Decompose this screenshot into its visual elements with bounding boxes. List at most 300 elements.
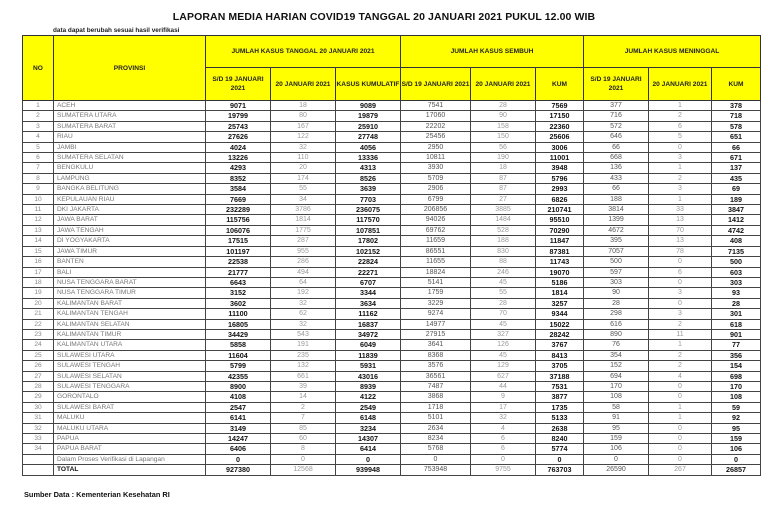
row-no-cell: 18 xyxy=(23,277,54,287)
sembuh-sd-cell: 94026 xyxy=(401,215,471,225)
sembuh-today-cell: 45 xyxy=(471,350,536,360)
meninggal-kum-cell: 500 xyxy=(712,257,761,267)
kasus-sd-cell: 4293 xyxy=(206,163,271,173)
sembuh-today-cell: 4 xyxy=(471,423,536,433)
row-no-cell: 29 xyxy=(23,392,54,402)
table-row xyxy=(23,225,761,235)
header-group-sembuh: JUMLAH KASUS SEMBUH xyxy=(401,36,584,68)
row-no-cell: 11 xyxy=(23,205,54,215)
table-row xyxy=(23,288,761,298)
kasus-kum-cell: 6707 xyxy=(336,277,401,287)
meninggal-kum-cell: 671 xyxy=(712,153,761,163)
meninggal-today-cell: 13 xyxy=(649,215,712,225)
row-no-cell: 30 xyxy=(23,402,54,412)
sembuh-today-cell: 28 xyxy=(471,101,536,111)
kasus-kum-cell: 22824 xyxy=(336,257,401,267)
table-row xyxy=(23,132,761,142)
kasus-kum-cell: 11839 xyxy=(336,350,401,360)
kasus-today-cell: 39 xyxy=(271,381,336,391)
meninggal-today-cell: 0 xyxy=(649,392,712,402)
row-no-cell: 3 xyxy=(23,121,54,131)
table-row xyxy=(23,163,761,173)
sembuh-today-cell: 129 xyxy=(471,361,536,371)
meninggal-sd-cell: 298 xyxy=(584,309,649,319)
kasus-kum-cell: 27748 xyxy=(336,132,401,142)
row-no-cell: 12 xyxy=(23,215,54,225)
sembuh-today-cell: 90 xyxy=(471,111,536,121)
kasus-sd-cell: 9071 xyxy=(206,101,271,111)
row-no-cell: 21 xyxy=(23,309,54,319)
kasus-today-cell: 132 xyxy=(271,361,336,371)
row-provinsi-cell: MALUKU UTARA xyxy=(54,423,206,433)
meninggal-today-cell: 0 xyxy=(649,277,712,287)
meninggal-sd-cell: 694 xyxy=(584,371,649,381)
kasus-sd-cell: 7669 xyxy=(206,194,271,204)
sembuh-kum-cell: 2638 xyxy=(536,423,584,433)
kasus-sd-cell: 6141 xyxy=(206,413,271,423)
sembuh-today-cell: 32 xyxy=(471,413,536,423)
row-no-cell: 13 xyxy=(23,225,54,235)
row-no-cell: 27 xyxy=(23,371,54,381)
kasus-today-cell: 80 xyxy=(271,111,336,121)
row-no-cell: 32 xyxy=(23,423,54,433)
kasus-kum-cell: 107851 xyxy=(336,225,401,235)
kasus-sd-cell: 8900 xyxy=(206,381,271,391)
row-no-cell: 10 xyxy=(23,194,54,204)
meninggal-today-cell: 2 xyxy=(649,361,712,371)
header-group-kasus: JUMLAH KASUS TANGGAL 20 JANUARI 2021 xyxy=(206,36,401,68)
meninggal-sd-cell: 716 xyxy=(584,111,649,121)
kasus-today-cell: 192 xyxy=(271,288,336,298)
table-row xyxy=(23,434,761,444)
sembuh-today-cell: 126 xyxy=(471,340,536,350)
kasus-sd-cell: 101197 xyxy=(206,246,271,256)
kasus-today-cell: 60 xyxy=(271,434,336,444)
row-no-cell: 33 xyxy=(23,434,54,444)
sembuh-kum-cell: 9344 xyxy=(536,309,584,319)
sembuh-sd-cell: 22202 xyxy=(401,121,471,131)
kasus-sd-cell: 6643 xyxy=(206,277,271,287)
table-row xyxy=(23,298,761,308)
meninggal-kum-cell: 154 xyxy=(712,361,761,371)
table-row xyxy=(23,423,761,433)
sembuh-today-cell: 18 xyxy=(471,163,536,173)
table-row xyxy=(23,371,761,381)
meninggal-today-cell: 1 xyxy=(649,194,712,204)
sembuh-kum-cell: 210741 xyxy=(536,205,584,215)
table-row xyxy=(23,402,761,412)
sembuh-today-cell: 28 xyxy=(471,298,536,308)
sembuh-sd-cell: 5141 xyxy=(401,277,471,287)
row-provinsi-cell: Dalam Proses Verifikasi di Lapangan xyxy=(54,454,206,464)
sembuh-sd-cell: 3641 xyxy=(401,340,471,350)
kasus-kum-cell: 6049 xyxy=(336,340,401,350)
row-provinsi-cell: NUSA TENGGARA BARAT xyxy=(54,277,206,287)
sembuh-kum-cell: 11743 xyxy=(536,257,584,267)
row-no-cell: 7 xyxy=(23,163,54,173)
sembuh-kum-cell: 3257 xyxy=(536,298,584,308)
kasus-kum-cell: 3234 xyxy=(336,423,401,433)
meninggal-kum-cell: 69 xyxy=(712,184,761,194)
meninggal-kum-cell: 698 xyxy=(712,371,761,381)
sembuh-kum-cell: 2993 xyxy=(536,184,584,194)
sembuh-today-cell: 327 xyxy=(471,329,536,339)
kasus-today-cell: 18 xyxy=(271,101,336,111)
sembuh-sd-cell: 11659 xyxy=(401,236,471,246)
meninggal-kum-cell: 7135 xyxy=(712,246,761,256)
kasus-today-cell: 174 xyxy=(271,173,336,183)
sembuh-kum-cell: 25606 xyxy=(536,132,584,142)
header-provinsi: PROVINSI xyxy=(54,36,206,101)
sembuh-sd-cell: 27915 xyxy=(401,329,471,339)
sembuh-sd-cell: 3930 xyxy=(401,163,471,173)
row-no-cell: 24 xyxy=(23,340,54,350)
meninggal-sd-cell: 95 xyxy=(584,423,649,433)
table-row xyxy=(23,101,761,111)
sembuh-today-cell: 150 xyxy=(471,132,536,142)
kasus-today-cell: 64 xyxy=(271,277,336,287)
meninggal-today-cell: 13 xyxy=(649,236,712,246)
meninggal-kum-cell: 618 xyxy=(712,319,761,329)
row-provinsi-cell: RIAU xyxy=(54,132,206,142)
table-row xyxy=(23,205,761,215)
kasus-today-cell: 62 xyxy=(271,309,336,319)
sembuh-sd-cell: 3229 xyxy=(401,298,471,308)
sembuh-kum-cell: 7569 xyxy=(536,101,584,111)
source-note: Sumber Data : Kementerian Kesehatan RI xyxy=(24,490,170,499)
covid-data-table xyxy=(22,35,761,476)
kasus-sd-cell: 42355 xyxy=(206,371,271,381)
meninggal-today-cell: 0 xyxy=(649,381,712,391)
sembuh-kum-cell: 6826 xyxy=(536,194,584,204)
table-row xyxy=(23,350,761,360)
kasus-sd-cell: 14247 xyxy=(206,434,271,444)
header-meninggal-today: 20 JANUARI 2021 xyxy=(649,68,712,101)
sembuh-sd-cell: 25456 xyxy=(401,132,471,142)
table-row xyxy=(23,413,761,423)
sembuh-sd-cell: 206856 xyxy=(401,205,471,215)
meninggal-kum-cell: 26857 xyxy=(712,465,761,475)
meninggal-sd-cell: 433 xyxy=(584,173,649,183)
meninggal-sd-cell: 106 xyxy=(584,444,649,454)
table-row xyxy=(23,340,761,350)
kasus-sd-cell: 106076 xyxy=(206,225,271,235)
meninggal-kum-cell: 435 xyxy=(712,173,761,183)
meninggal-kum-cell: 651 xyxy=(712,132,761,142)
meninggal-today-cell: 1 xyxy=(649,340,712,350)
header-no: NO xyxy=(23,36,54,101)
meninggal-today-cell: 1 xyxy=(649,101,712,111)
kasus-today-cell: 1814 xyxy=(271,215,336,225)
meninggal-today-cell: 3 xyxy=(649,184,712,194)
sembuh-sd-cell: 7541 xyxy=(401,101,471,111)
meninggal-sd-cell: 0 xyxy=(584,454,649,464)
meninggal-sd-cell: 3814 xyxy=(584,205,649,215)
sembuh-sd-cell: 5101 xyxy=(401,413,471,423)
row-no-cell: 1 xyxy=(23,101,54,111)
sembuh-sd-cell: 5709 xyxy=(401,173,471,183)
table-row xyxy=(23,444,761,454)
sembuh-kum-cell: 3006 xyxy=(536,142,584,152)
sembuh-kum-cell: 8240 xyxy=(536,434,584,444)
kasus-kum-cell: 9089 xyxy=(336,101,401,111)
sembuh-kum-cell: 28242 xyxy=(536,329,584,339)
meninggal-sd-cell: 170 xyxy=(584,381,649,391)
sembuh-sd-cell: 9274 xyxy=(401,309,471,319)
meninggal-sd-cell: 1399 xyxy=(584,215,649,225)
meninggal-sd-cell: 303 xyxy=(584,277,649,287)
kasus-sd-cell: 3602 xyxy=(206,298,271,308)
meninggal-kum-cell: 93 xyxy=(712,288,761,298)
kasus-sd-cell: 11604 xyxy=(206,350,271,360)
meninggal-kum-cell: 95 xyxy=(712,423,761,433)
sembuh-kum-cell: 8413 xyxy=(536,350,584,360)
meninggal-sd-cell: 668 xyxy=(584,153,649,163)
kasus-kum-cell: 102152 xyxy=(336,246,401,256)
meninggal-sd-cell: 26590 xyxy=(584,465,649,475)
kasus-today-cell: 955 xyxy=(271,246,336,256)
sembuh-kum-cell: 15022 xyxy=(536,319,584,329)
kasus-today-cell: 2 xyxy=(271,402,336,412)
meninggal-sd-cell: 28 xyxy=(584,298,649,308)
meninggal-today-cell: 70 xyxy=(649,225,712,235)
row-provinsi-cell: BALI xyxy=(54,267,206,277)
kasus-sd-cell: 19799 xyxy=(206,111,271,121)
row-provinsi-cell: DKI JAKARTA xyxy=(54,205,206,215)
meninggal-today-cell: 3 xyxy=(649,309,712,319)
sembuh-kum-cell: 3767 xyxy=(536,340,584,350)
meninggal-today-cell: 0 xyxy=(649,454,712,464)
kasus-today-cell: 55 xyxy=(271,184,336,194)
kasus-sd-cell: 13226 xyxy=(206,153,271,163)
row-no-cell: 23 xyxy=(23,329,54,339)
row-provinsi-cell: JAWA TIMUR xyxy=(54,246,206,256)
row-no-cell: 15 xyxy=(23,246,54,256)
kasus-sd-cell: 34429 xyxy=(206,329,271,339)
meninggal-kum-cell: 189 xyxy=(712,194,761,204)
row-provinsi-cell: ACEH xyxy=(54,101,206,111)
table-body xyxy=(23,101,761,476)
sembuh-kum-cell: 1735 xyxy=(536,402,584,412)
table-row xyxy=(23,267,761,277)
row-no-cell xyxy=(23,465,54,475)
sembuh-kum-cell: 5796 xyxy=(536,173,584,183)
meninggal-kum-cell: 378 xyxy=(712,101,761,111)
sembuh-today-cell: 27 xyxy=(471,194,536,204)
kasus-sd-cell: 25743 xyxy=(206,121,271,131)
sembuh-kum-cell: 3948 xyxy=(536,163,584,173)
sembuh-sd-cell: 7487 xyxy=(401,381,471,391)
sembuh-sd-cell: 2634 xyxy=(401,423,471,433)
row-no-cell: 8 xyxy=(23,173,54,183)
row-no-cell: 16 xyxy=(23,257,54,267)
kasus-kum-cell: 4056 xyxy=(336,142,401,152)
kasus-sd-cell: 232289 xyxy=(206,205,271,215)
meninggal-today-cell: 78 xyxy=(649,246,712,256)
row-no-cell: 4 xyxy=(23,132,54,142)
sembuh-sd-cell: 2906 xyxy=(401,184,471,194)
sembuh-sd-cell: 36561 xyxy=(401,371,471,381)
meninggal-kum-cell: 603 xyxy=(712,267,761,277)
kasus-kum-cell: 0 xyxy=(336,454,401,464)
meninggal-kum-cell: 159 xyxy=(712,434,761,444)
kasus-today-cell: 661 xyxy=(271,371,336,381)
row-no-cell: 22 xyxy=(23,319,54,329)
row-no-cell: 5 xyxy=(23,142,54,152)
header-kasus-kum: KASUS KUMULATIF xyxy=(336,68,401,101)
row-provinsi-cell: SULAWESI SELATAN xyxy=(54,371,206,381)
sembuh-sd-cell: 5768 xyxy=(401,444,471,454)
meninggal-today-cell: 11 xyxy=(649,329,712,339)
meninggal-sd-cell: 90 xyxy=(584,288,649,298)
sembuh-today-cell: 0 xyxy=(471,454,536,464)
sembuh-kum-cell: 17150 xyxy=(536,111,584,121)
row-provinsi-cell: SULAWESI BARAT xyxy=(54,402,206,412)
kasus-sd-cell: 27626 xyxy=(206,132,271,142)
row-provinsi-cell: JAWA TENGAH xyxy=(54,225,206,235)
kasus-kum-cell: 4122 xyxy=(336,392,401,402)
sembuh-today-cell: 56 xyxy=(471,142,536,152)
sembuh-sd-cell: 2950 xyxy=(401,142,471,152)
meninggal-kum-cell: 108 xyxy=(712,392,761,402)
table-row xyxy=(23,257,761,267)
kasus-today-cell: 110 xyxy=(271,153,336,163)
meninggal-sd-cell: 616 xyxy=(584,319,649,329)
kasus-today-cell: 543 xyxy=(271,329,336,339)
meninggal-sd-cell: 58 xyxy=(584,402,649,412)
row-no-cell: 19 xyxy=(23,288,54,298)
verification-note: data dapat berubah sesuai hasil verifikasi xyxy=(53,27,180,34)
kasus-sd-cell: 4024 xyxy=(206,142,271,152)
kasus-today-cell: 494 xyxy=(271,267,336,277)
kasus-kum-cell: 34972 xyxy=(336,329,401,339)
meninggal-today-cell: 1 xyxy=(649,402,712,412)
kasus-today-cell: 85 xyxy=(271,423,336,433)
meninggal-kum-cell: 106 xyxy=(712,444,761,454)
kasus-today-cell: 3786 xyxy=(271,205,336,215)
sembuh-today-cell: 188 xyxy=(471,236,536,246)
kasus-kum-cell: 17802 xyxy=(336,236,401,246)
sembuh-today-cell: 6 xyxy=(471,444,536,454)
kasus-today-cell: 20 xyxy=(271,163,336,173)
row-provinsi-cell: BENGKULU xyxy=(54,163,206,173)
kasus-kum-cell: 6414 xyxy=(336,444,401,454)
row-provinsi-cell: KALIMANTAN SELATAN xyxy=(54,319,206,329)
row-provinsi-cell: SUMATERA UTARA xyxy=(54,111,206,121)
kasus-sd-cell: 17515 xyxy=(206,236,271,246)
meninggal-kum-cell: 59 xyxy=(712,402,761,412)
kasus-sd-cell: 11100 xyxy=(206,309,271,319)
row-provinsi-cell: LAMPUNG xyxy=(54,173,206,183)
meninggal-today-cell: 0 xyxy=(649,142,712,152)
kasus-kum-cell: 236075 xyxy=(336,205,401,215)
header-kasus-sd: S/D 19 JANUARI 2021 xyxy=(206,68,271,101)
kasus-kum-cell: 25910 xyxy=(336,121,401,131)
meninggal-kum-cell: 170 xyxy=(712,381,761,391)
kasus-today-cell: 287 xyxy=(271,236,336,246)
meninggal-today-cell: 3 xyxy=(649,153,712,163)
sembuh-today-cell: 87 xyxy=(471,173,536,183)
meninggal-sd-cell: 377 xyxy=(584,101,649,111)
sembuh-kum-cell: 3705 xyxy=(536,361,584,371)
sembuh-today-cell: 44 xyxy=(471,381,536,391)
meninggal-kum-cell: 1412 xyxy=(712,215,761,225)
sembuh-today-cell: 528 xyxy=(471,225,536,235)
meninggal-today-cell: 0 xyxy=(649,423,712,433)
meninggal-sd-cell: 354 xyxy=(584,350,649,360)
row-no-cell: 34 xyxy=(23,444,54,454)
sembuh-today-cell: 87 xyxy=(471,184,536,194)
meninggal-sd-cell: 597 xyxy=(584,267,649,277)
total-row xyxy=(23,465,761,475)
sembuh-today-cell: 70 xyxy=(471,309,536,319)
kasus-kum-cell: 8526 xyxy=(336,173,401,183)
sembuh-today-cell: 3885 xyxy=(471,205,536,215)
sembuh-sd-cell: 8234 xyxy=(401,434,471,444)
sembuh-sd-cell: 3868 xyxy=(401,392,471,402)
meninggal-kum-cell: 77 xyxy=(712,340,761,350)
meninggal-sd-cell: 159 xyxy=(584,434,649,444)
row-no-cell: 25 xyxy=(23,350,54,360)
kasus-today-cell: 122 xyxy=(271,132,336,142)
header-group-meninggal: JUMLAH KASUS MENINGGAL xyxy=(584,36,761,68)
kasus-sd-cell: 16805 xyxy=(206,319,271,329)
meninggal-kum-cell: 901 xyxy=(712,329,761,339)
sembuh-today-cell: 88 xyxy=(471,257,536,267)
sembuh-kum-cell: 5133 xyxy=(536,413,584,423)
table-row xyxy=(23,236,761,246)
meninggal-sd-cell: 66 xyxy=(584,184,649,194)
meninggal-kum-cell: 303 xyxy=(712,277,761,287)
row-no-cell: 2 xyxy=(23,111,54,121)
table-row xyxy=(23,381,761,391)
meninggal-today-cell: 0 xyxy=(649,298,712,308)
sembuh-kum-cell: 37188 xyxy=(536,371,584,381)
sembuh-kum-cell: 5774 xyxy=(536,444,584,454)
meninggal-sd-cell: 646 xyxy=(584,132,649,142)
table-row xyxy=(23,194,761,204)
row-provinsi-cell: SULAWESI TENGGARA xyxy=(54,381,206,391)
sembuh-today-cell: 190 xyxy=(471,153,536,163)
row-provinsi-cell: KALIMANTAN TIMUR xyxy=(54,329,206,339)
sembuh-sd-cell: 17060 xyxy=(401,111,471,121)
row-provinsi-cell: KEPULAUAN RIAU xyxy=(54,194,206,204)
meninggal-sd-cell: 76 xyxy=(584,340,649,350)
kasus-sd-cell: 22538 xyxy=(206,257,271,267)
meninggal-sd-cell: 152 xyxy=(584,361,649,371)
sembuh-sd-cell: 11655 xyxy=(401,257,471,267)
meninggal-sd-cell: 890 xyxy=(584,329,649,339)
table-row xyxy=(23,319,761,329)
kasus-sd-cell: 3584 xyxy=(206,184,271,194)
meninggal-sd-cell: 500 xyxy=(584,257,649,267)
kasus-kum-cell: 117570 xyxy=(336,215,401,225)
table-row xyxy=(23,153,761,163)
kasus-sd-cell: 6406 xyxy=(206,444,271,454)
table-row xyxy=(23,121,761,131)
table-row xyxy=(23,309,761,319)
row-no-cell: 6 xyxy=(23,153,54,163)
row-no-cell: 31 xyxy=(23,413,54,423)
sembuh-kum-cell: 95510 xyxy=(536,215,584,225)
table-row xyxy=(23,111,761,121)
kasus-sd-cell: 927380 xyxy=(206,465,271,475)
sembuh-today-cell: 45 xyxy=(471,277,536,287)
table-row xyxy=(23,361,761,371)
row-provinsi-cell: BANTEN xyxy=(54,257,206,267)
table-row xyxy=(23,184,761,194)
kasus-today-cell: 32 xyxy=(271,319,336,329)
